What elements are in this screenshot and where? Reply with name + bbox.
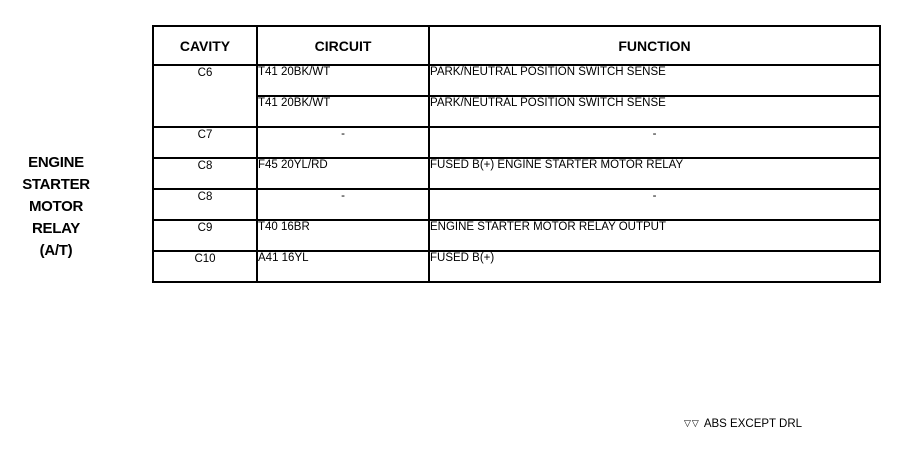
table-row	[153, 127, 880, 158]
function-cell: -	[429, 127, 880, 158]
cavity-value: C10	[194, 253, 216, 265]
circuit-cell: T40 16BR	[257, 220, 429, 251]
cavity-value: C8	[197, 160, 213, 172]
cavity-cell	[153, 65, 257, 127]
cavity-cell	[153, 189, 257, 220]
component-label-line-2: STARTER	[22, 176, 90, 193]
cavity-value: C8	[197, 191, 213, 203]
function-cell: ENGINE STARTER MOTOR RELAY OUTPUT	[429, 220, 880, 251]
circuit-cell: T41 20BK/WT	[257, 65, 429, 96]
component-label	[14, 152, 98, 262]
function-cell: -	[429, 189, 880, 220]
circuit-cell: -	[257, 127, 429, 158]
function-cell: FUSED B(+)	[429, 251, 880, 282]
function-cell: FUSED B(+) ENGINE STARTER MOTOR RELAY	[429, 158, 880, 189]
cavity-cell	[153, 127, 257, 158]
table-row	[153, 96, 880, 127]
header-function: FUNCTION	[429, 26, 880, 65]
circuit-cell: T41 20BK/WT	[257, 96, 429, 127]
table-row	[153, 220, 880, 251]
cavity-value: C9	[197, 222, 213, 234]
cavity-value: C7	[197, 129, 213, 141]
table-row	[153, 189, 880, 220]
header-circuit: CIRCUIT	[257, 26, 429, 65]
component-label-line-4: RELAY	[32, 220, 80, 237]
table-row	[153, 65, 880, 96]
function-cell: PARK/NEUTRAL POSITION SWITCH SENSE	[429, 96, 880, 127]
circuit-cell: A41 16YL	[257, 251, 429, 282]
function-cell: PARK/NEUTRAL POSITION SWITCH SENSE	[429, 65, 880, 96]
connector-pinout-table	[152, 25, 881, 283]
footnote-text: ABS EXCEPT DRL	[703, 418, 803, 430]
footnote-triangle-icon: ▽▽	[684, 418, 700, 428]
footnote	[684, 418, 802, 430]
component-label-line-1: ENGINE	[28, 154, 84, 171]
header-cavity: CAVITY	[153, 26, 257, 65]
table-row	[153, 158, 880, 189]
table-row	[153, 251, 880, 282]
component-label-line-5: (A/T)	[39, 242, 73, 259]
component-label-line-3: MOTOR	[28, 198, 84, 215]
circuit-cell: -	[257, 189, 429, 220]
cavity-cell	[153, 220, 257, 251]
cavity-value: C6	[197, 67, 213, 79]
table-header-row	[153, 26, 880, 65]
circuit-cell: F45 20YL/RD	[257, 158, 429, 189]
cavity-cell	[153, 251, 257, 282]
cavity-cell	[153, 158, 257, 189]
